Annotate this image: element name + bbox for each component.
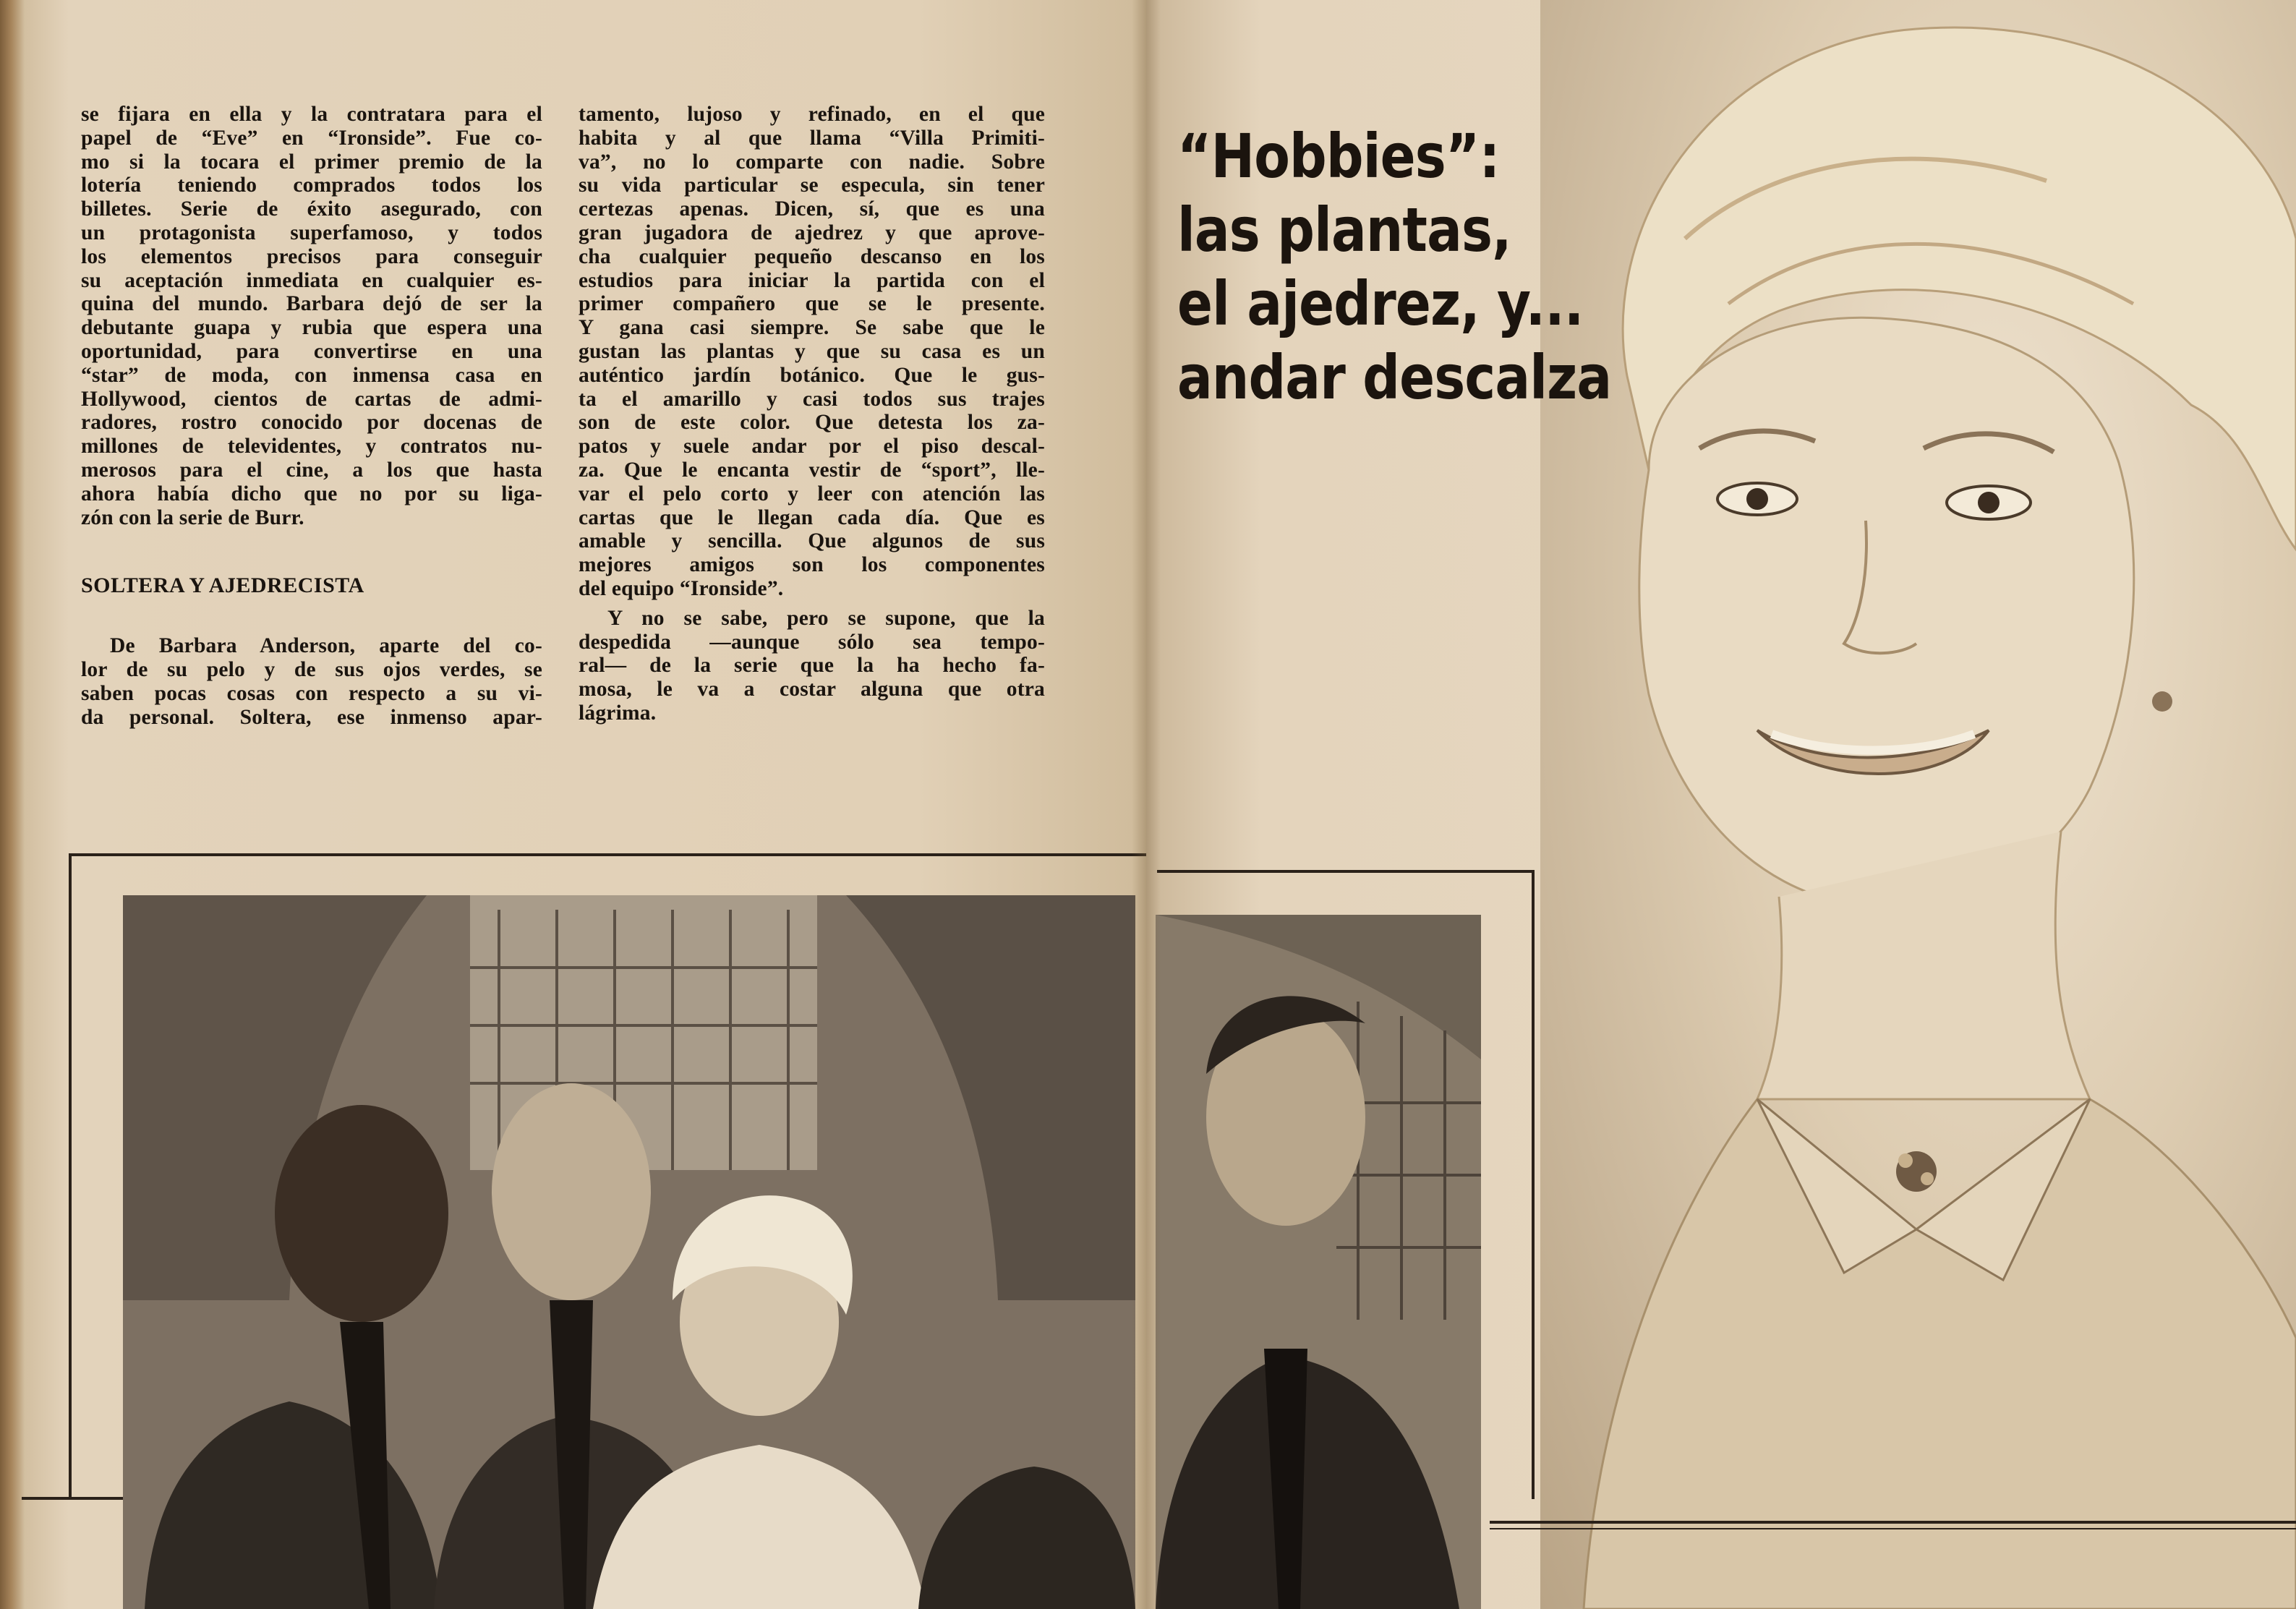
frame-rule-top-right [1157, 870, 1533, 873]
text-line: gustan las plantas y que su casa es un [579, 339, 1045, 363]
text-line: Hollywood, cientos de cartas de admi- [81, 387, 542, 411]
text-line: oportunidad, para convertirse en una [81, 339, 542, 363]
article-column-1 [81, 103, 542, 729]
text-line: primer compañero que se le presente. [579, 292, 1045, 316]
text-line: despedida —aunque sólo sea tempo- [579, 630, 1045, 654]
section-subheading: SOLTERA Y AJEDRECISTA [81, 573, 364, 598]
text-line: va”, no lo comparte con nadie. Sobre [579, 150, 1045, 174]
text-line: habita y al que llama “Villa Primiti- [579, 126, 1045, 150]
text-line: su vida particular se especula, sin tener [579, 174, 1045, 197]
text-line: radores, rostro conocido por docenas de [81, 411, 542, 435]
frame-rule-bottom-right [1490, 1521, 2296, 1524]
text-line-last: del equipo “Ironside”. [579, 576, 784, 600]
text-line: var el pelo corto y leer con atención las [579, 482, 1045, 505]
text-line: amable y sencilla. Que algunos de sus [579, 529, 1045, 553]
frame-rule-top [69, 853, 1146, 856]
text-line: tamento, lujoso y refinado, en el que [579, 103, 1045, 126]
column1-paragraph-2 [81, 634, 542, 729]
text-line: saben pocas cosas con respecto a su vi- [81, 681, 542, 705]
text-line: cha cualquier pequeño descanso en los [579, 244, 1045, 268]
frame-rule-bottom-right-2 [1490, 1528, 2296, 1529]
group-photo [123, 895, 1135, 1609]
text-line: De Barbara Anderson, aparte del co- [110, 634, 542, 658]
column2-paragraph-2 [579, 607, 1045, 725]
text-line: ahora había dicho que no por su liga- [81, 482, 542, 505]
headline-line: las plantas, [1177, 195, 1511, 265]
page-edge-shadow [0, 0, 25, 1609]
text-line: mosa, le va a costar alguna que otra [579, 678, 1045, 701]
group-photo-illustration [123, 895, 1135, 1609]
text-line-last: lágrima. [579, 701, 657, 725]
text-line: debutante guapa y rubia que espera una [81, 316, 542, 340]
text-line: da personal. Soltera, ese inmenso apar- [81, 705, 542, 729]
text-line: za. Que le encanta vestir de “sport”, lle- [579, 458, 1045, 482]
text-line: gran jugadora de ajedrez y que aprove- [579, 221, 1045, 244]
frame-rule-right [1532, 870, 1535, 1499]
portrait-illustration [1540, 0, 2296, 1609]
article-headline [1177, 119, 1625, 414]
text-line: mo si la tocara el primer premio de la [81, 150, 542, 174]
text-line: lotería teniendo comprados todos los [81, 174, 542, 197]
text-line: billetes. Serie de éxito asegurado, con [81, 197, 542, 221]
text-line: Y gana casi siempre. Se sabe que le [579, 316, 1045, 340]
text-line: ral— de la serie que la ha hecho fa- [579, 654, 1045, 678]
text-line-last: zón con la serie de Burr. [81, 505, 304, 529]
group-photo-continued-illustration [1156, 915, 1481, 1609]
text-line: se fijara en ella y la contratara para el [81, 103, 542, 126]
text-line: papel de “Eve” en “Ironside”. Fue co- [81, 126, 542, 150]
portrait-photo [1540, 0, 2296, 1609]
page-gutter [1132, 0, 1161, 1609]
text-line: un protagonista superfamoso, y todos [81, 221, 542, 244]
text-line: auténtico jardín botánico. Que le gus- [579, 363, 1045, 387]
text-line: patos y suele andar por el piso descal- [579, 435, 1045, 458]
text-line: mejores amigos son los componentes [579, 553, 1045, 577]
column1-paragraph-1 [81, 103, 542, 529]
frame-rule-left [69, 853, 72, 1497]
text-line: cartas que le llegan cada día. Que es [579, 505, 1045, 529]
group-photo-continued [1156, 915, 1481, 1609]
text-line: los elementos precisos para conseguir [81, 244, 542, 268]
text-line: millones de televidentes, y contratos nu- [81, 435, 542, 458]
article-column-2 [579, 103, 1045, 725]
text-line: certezas apenas. Dicen, sí, que es una [579, 197, 1045, 221]
text-line: quina del mundo. Barbara dejó de ser la [81, 292, 542, 316]
text-line: son de este color. Que detesta los za- [579, 411, 1045, 435]
text-line: merosos para el cine, a los que hasta [81, 458, 542, 482]
text-line: “star” de moda, con inmensa casa en [81, 363, 542, 387]
headline-line: andar descalza [1177, 342, 1612, 413]
text-line: Y no se sabe, pero se supone, que la [607, 606, 1045, 630]
text-line: ta el amarillo y casi todos sus trajes [579, 387, 1045, 411]
text-line: lor de su pelo y de sus ojos verdes, se [81, 657, 542, 681]
headline-line: el ajedrez, y... [1177, 268, 1584, 339]
text-line: estudios para iniciar la partida con el [579, 268, 1045, 292]
text-line: su aceptación inmediata en cualquier es- [81, 268, 542, 292]
headline-line: “Hobbies”: [1177, 121, 1500, 192]
column2-paragraph-1 [579, 103, 1045, 601]
frame-rule-bottom-left [22, 1497, 123, 1500]
